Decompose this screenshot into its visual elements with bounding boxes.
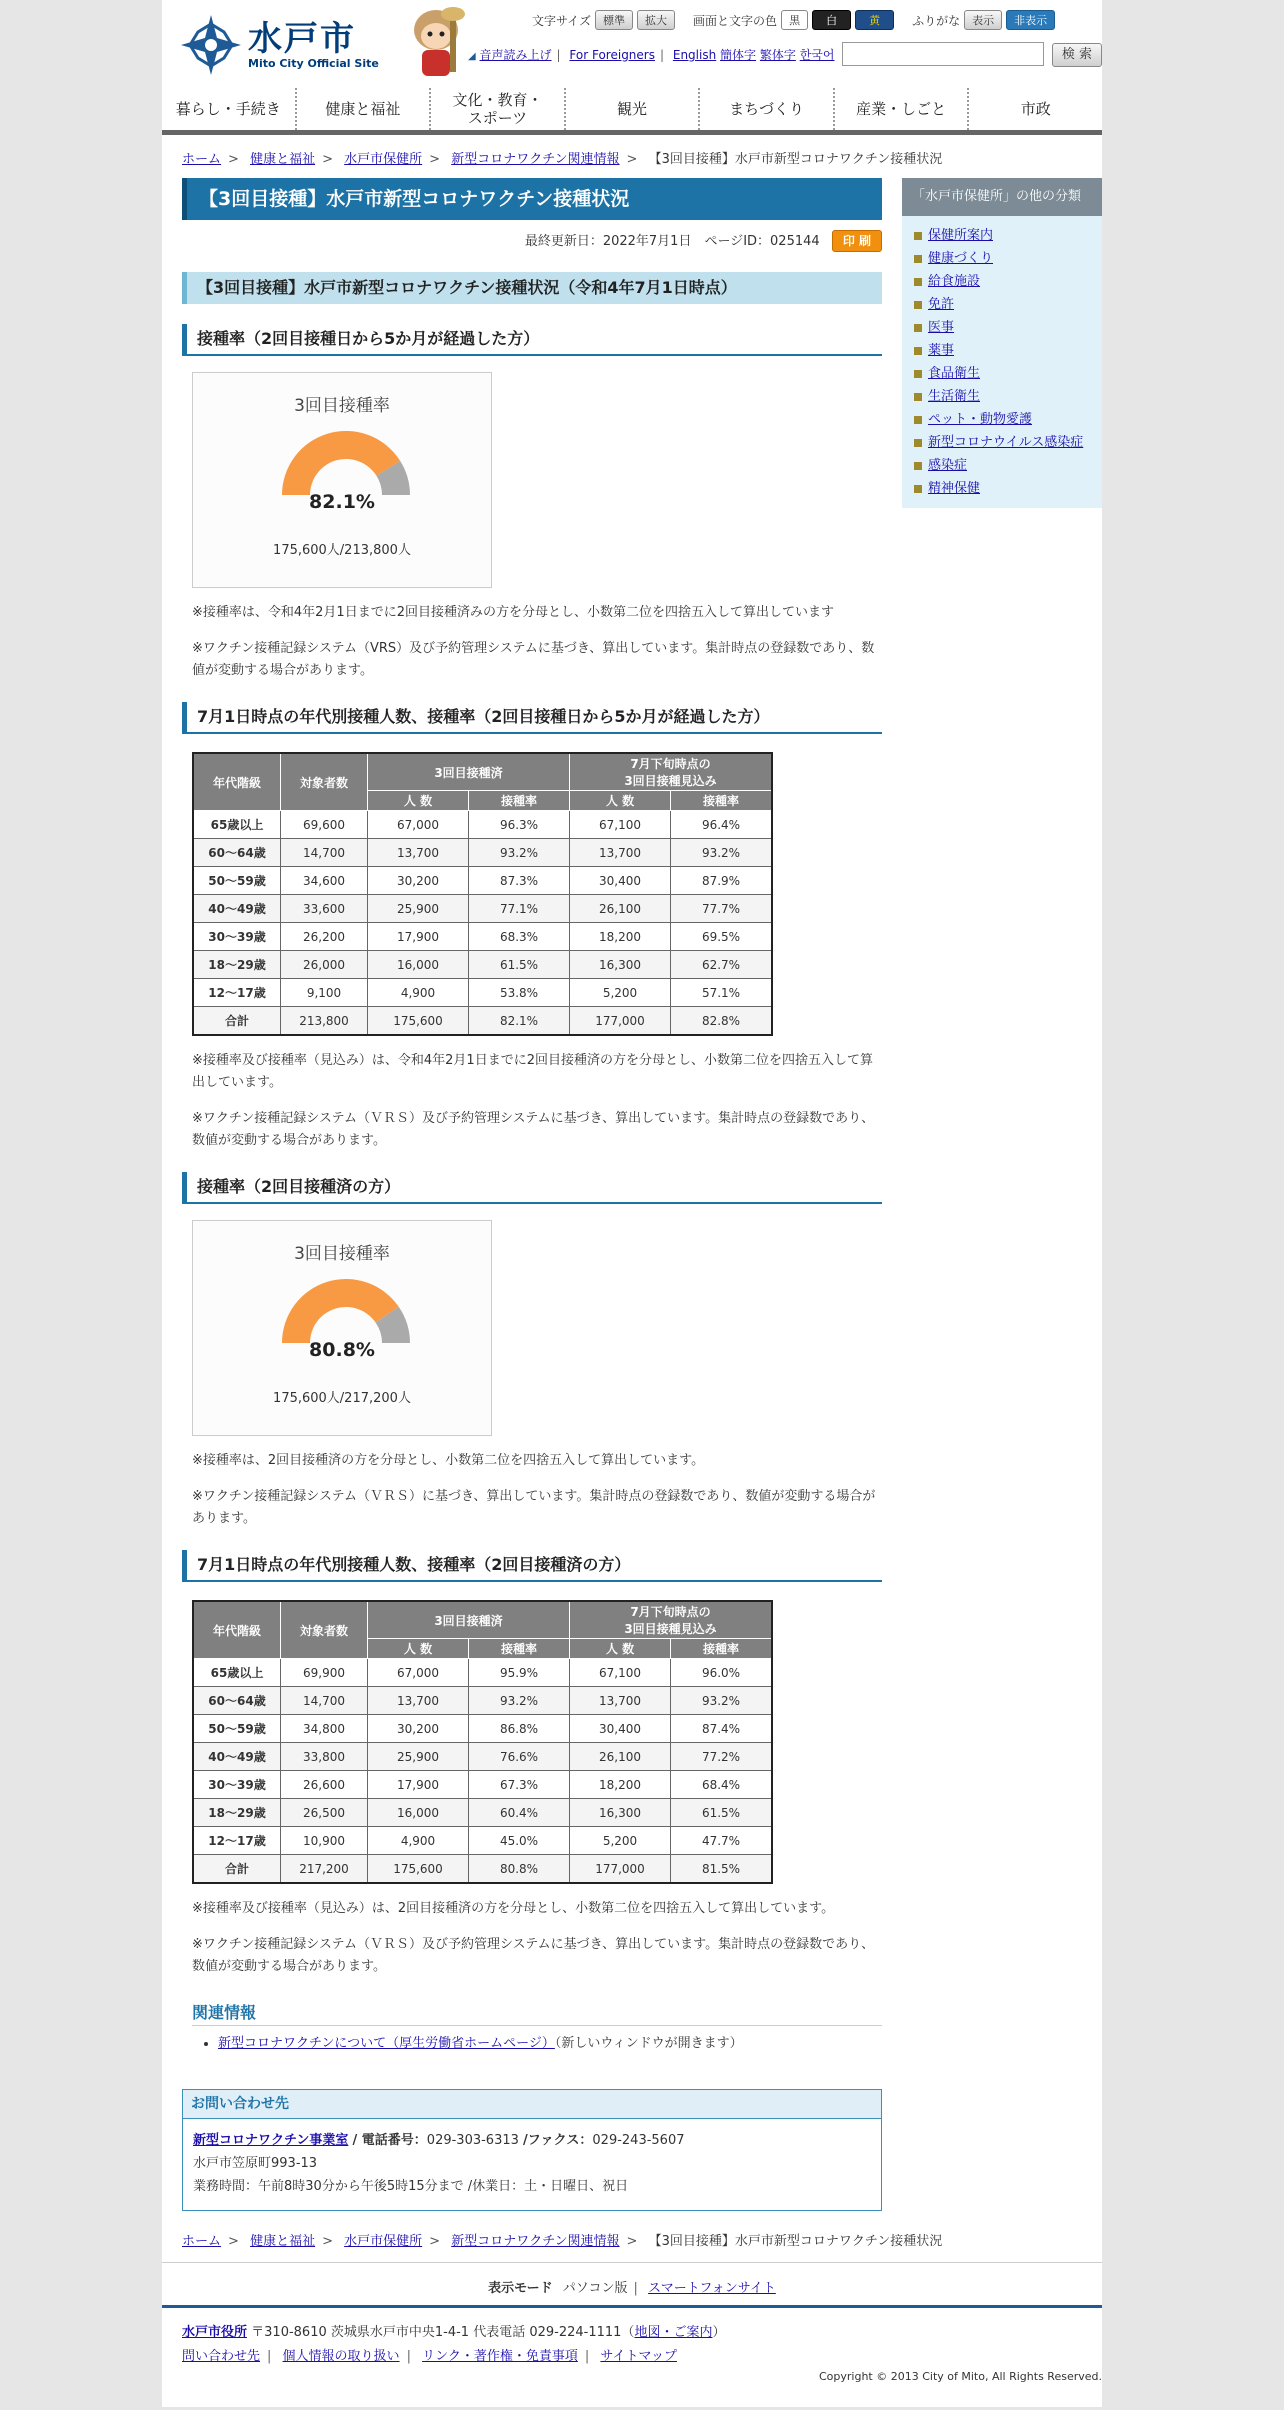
office-address: 〒310-8610 茨城県水戸市中央1-4-1 代表電話 029-224-1111（ [251, 2325, 635, 2340]
section-title: 【3回目接種】水戸市新型コロナワクチン接種状況（令和4年7月1日時点） [182, 272, 882, 304]
logo-subtitle: Mito City Official Site [248, 56, 379, 70]
smartphone-site-link[interactable]: スマートフォンサイト [648, 2281, 776, 2296]
note-text: ※接種率は、令和4年2月1日までに2回目接種済みの方を分母とし、小数第二位を四捨五入して算出しています [192, 605, 834, 620]
table-row [193, 811, 772, 839]
table-cell: 93.2% [671, 839, 773, 867]
gauge-count: 175,600人/213,800人 [273, 543, 411, 558]
table-cell: 60～64歳 [193, 1687, 281, 1715]
sidebar-heading: 「水戸市保健所」の他の分類 [902, 178, 1102, 216]
col-forecast-people: 人 数 [570, 1639, 671, 1659]
table-cell: 177,000 [570, 1007, 671, 1036]
table-cell: 57.1% [671, 979, 773, 1007]
footer-privacy-link[interactable]: 個人情報の取り扱い [282, 2349, 400, 2364]
table-row [193, 1855, 772, 1884]
english-link[interactable]: English [672, 48, 717, 62]
sidebar-item [914, 270, 1102, 293]
note-text: ※接種率は、2回目接種済の方を分母とし、小数第二位を四捨五入して算出しています。 [192, 1453, 705, 1468]
table-cell: 96.4% [671, 811, 773, 839]
sidebar-item [914, 454, 1102, 477]
note-text: ※ワクチン接種記録システム（ＶＲＳ）に基づき、算出しています。集計時点の登録数であり、数値が変動する場合があります。 [192, 1489, 876, 1526]
table-cell: 30,400 [570, 1715, 671, 1743]
table-row [193, 979, 772, 1007]
sidebar-link[interactable]: 保健所案内 [928, 228, 994, 243]
note-text: ※ワクチン接種記録システム（ＶＲＳ）及び予約管理システムに基づき、算出しています。集計時点の登録数であり、数値が変動する場合があります。 [192, 1937, 875, 1974]
note-text: ※接種率及び接種率（見込み）は、2回目接種済の方を分母とし、小数第二位を四捨五入して算出しています。 [192, 1901, 835, 1916]
table-cell: 25,900 [368, 1743, 469, 1771]
mito-star-emblem-icon [180, 14, 242, 76]
table-cell: 50～59歳 [193, 867, 281, 895]
table-cell: 13,700 [570, 839, 671, 867]
table-cell: 77.2% [671, 1743, 773, 1771]
table-row [193, 867, 772, 895]
furigana-show-button[interactable]: 表示 [964, 10, 1002, 30]
nav-item-industry[interactable]: 産業・しごと [835, 88, 970, 130]
table-cell: 34,600 [281, 867, 368, 895]
vaccination-rate-gauge [192, 372, 492, 588]
table-cell: 26,200 [281, 923, 368, 951]
table-cell: 60.4% [469, 1799, 570, 1827]
breadcrumb-health-center[interactable]: 水戸市保健所 [344, 152, 423, 167]
sidebar-item [914, 247, 1102, 270]
sidebar-item [914, 362, 1102, 385]
vaccination-rate-gauge [192, 1220, 492, 1436]
footer-contact-link[interactable]: 問い合わせ先 [182, 2349, 261, 2364]
nav-item-health[interactable]: 健康と福祉 [297, 88, 432, 130]
traditional-chinese-link[interactable]: 繁体字 [759, 48, 796, 62]
sidebar-list [902, 216, 1102, 508]
site-footer: 水戸市役所 〒310-8610 茨城県水戸市中央1-4-1 代表電話 029-224-1111（地図・ご案内） 問い合わせ先 | 個人情報の取り扱い | リンク・著作権・免責事項 | サイトマップ Copyright © 2013 City of Mito, All Rights Reserved. [162, 2305, 1102, 2410]
sidebar-link[interactable]: 感染症 [928, 458, 968, 473]
sidebar-item [914, 431, 1102, 454]
font-standard-button[interactable]: 標準 [595, 10, 633, 30]
section-heading: 接種率（2回目接種済の方） [182, 1172, 882, 1204]
page-meta [182, 230, 882, 250]
table-cell: 16,000 [368, 951, 469, 979]
table-cell: 33,800 [281, 1743, 368, 1771]
col-age: 年代階級 [193, 1601, 281, 1659]
list-item [218, 2032, 882, 2051]
logo-title: 水戸市 [248, 18, 356, 59]
sidebar-item [914, 477, 1102, 500]
col-forecast-line2: 3回目接種見込み [624, 1622, 717, 1636]
sidebar-link[interactable]: 薬事 [928, 343, 955, 358]
table-cell: 69,900 [281, 1659, 368, 1687]
fax-label: ファクス： [527, 2133, 593, 2148]
language-links: ◢ 音声読み上げ | For Foreigners | English 簡体字 繁体字 한국어 [468, 48, 835, 62]
breadcrumb-home[interactable]: ホーム [182, 152, 222, 167]
col-done: 3回目接種済 [368, 1601, 570, 1639]
table-cell: 76.6% [469, 1743, 570, 1771]
site-logo[interactable] [180, 10, 405, 80]
table-row [193, 839, 772, 867]
city-office-link[interactable]: 水戸市役所 [182, 2325, 248, 2340]
table-cell: 67,000 [368, 1659, 469, 1687]
copyright: Copyright © 2013 City of Mito, All Rights Reserved. [819, 2370, 1102, 2383]
table-cell: 69,600 [281, 811, 368, 839]
col-target: 対象者数 [281, 1601, 368, 1659]
table-row [193, 1771, 772, 1799]
table-cell: 18～29歳 [193, 1799, 281, 1827]
sidebar-link[interactable]: 給食施設 [928, 274, 981, 289]
table-cell: 87.3% [469, 867, 570, 895]
section-heading: 7月1日時点の年代別接種人数、接種率（2回目接種済の方） [182, 1550, 882, 1582]
sidebar-item [914, 339, 1102, 362]
note-text: ※ワクチン接種記録システム（ＶＲＳ）及び予約管理システムに基づき、算出しています。集計時点の登録数であり、数値が変動する場合があります。 [192, 1111, 875, 1148]
sidebar-item [914, 293, 1102, 316]
nav-item-tourism[interactable]: 観光 [566, 88, 701, 130]
sidebar-link[interactable]: 健康づくり [928, 251, 994, 266]
table-cell: 217,200 [281, 1855, 368, 1884]
mascot-icon [406, 6, 472, 82]
breadcrumb-health[interactable]: 健康と福祉 [250, 152, 316, 167]
table-row [193, 1799, 772, 1827]
sidebar-link[interactable]: 食品衛生 [928, 366, 981, 381]
sidebar-link[interactable]: ペット・動物愛護 [928, 412, 1033, 427]
table-cell: 177,000 [570, 1855, 671, 1884]
table-cell: 68.4% [671, 1771, 773, 1799]
footer-sitemap-link[interactable]: サイトマップ [600, 2349, 677, 2364]
table-cell: 26,500 [281, 1799, 368, 1827]
new-window-note: （新しいウィンドウが開きます） [554, 2036, 743, 2051]
map-link[interactable]: 地図・ご案内 [634, 2325, 713, 2340]
col-done-rate: 接種率 [469, 1639, 570, 1659]
table-cell: 69.5% [671, 923, 773, 951]
table-row [193, 951, 772, 979]
table-cell: 87.9% [671, 867, 773, 895]
table-cell: 30～39歳 [193, 1771, 281, 1799]
print-button[interactable]: 印 刷 [832, 230, 882, 252]
table-cell: 4,900 [368, 979, 469, 1007]
sidebar-item [914, 316, 1102, 339]
breadcrumb-vaccine-info[interactable]: 新型コロナワクチン関連情報 [451, 2234, 620, 2249]
table-row [193, 1687, 772, 1715]
for-foreigners-link[interactable]: For Foreigners [569, 48, 655, 62]
gauge-percentage: 82.1% [309, 491, 375, 513]
note-text: ※ワクチン接種記録システム（VRS）及び予約管理システムに基づき、算出しています。集計時点の登録数であり、数値が変動する場合があります。 [192, 641, 875, 678]
color-white-button[interactable]: 白 [812, 10, 851, 30]
search-input[interactable] [842, 42, 1044, 66]
table-cell: 93.2% [469, 1687, 570, 1715]
table-row [193, 923, 772, 951]
contact-hours: 業務時間：午前8時30分から午後5時15分まで /休業日：土・日曜日、祝日 [193, 2179, 629, 2194]
table-cell: 合計 [193, 1007, 281, 1036]
breadcrumb-health[interactable]: 健康と福祉 [250, 2234, 316, 2249]
table-cell: 26,100 [570, 1743, 671, 1771]
table-cell: 175,600 [368, 1007, 469, 1036]
page [162, 0, 1102, 2407]
tel-number: 029-303-6313 [426, 2133, 519, 2148]
col-forecast-rate: 接種率 [671, 1639, 773, 1659]
table-cell: 47.7% [671, 1827, 773, 1855]
section-heading: 接種率（2回目接種日から5か月が経過した方） [182, 324, 882, 356]
accessibility-controls [532, 10, 1055, 30]
table-cell: 26,600 [281, 1771, 368, 1799]
sidebar [902, 178, 1102, 508]
display-mode-label: 表示モード [488, 2281, 553, 2296]
table-cell: 62.7% [671, 951, 773, 979]
table-cell: 30～39歳 [193, 923, 281, 951]
related-info-heading: 関連情報 [192, 2000, 882, 2026]
table-cell: 18～29歳 [193, 951, 281, 979]
table-cell: 87.4% [671, 1715, 773, 1743]
font-large-button[interactable]: 拡大 [637, 10, 675, 30]
simplified-chinese-link[interactable]: 簡体字 [720, 48, 757, 62]
breadcrumb-home[interactable]: ホーム [182, 2234, 222, 2249]
updated-date: 最終更新日：2022年7月1日 ページID：025144 [524, 234, 820, 249]
table-cell: 40～49歳 [193, 895, 281, 923]
table-cell: 77.1% [469, 895, 570, 923]
table-cell: 16,300 [570, 951, 671, 979]
table-cell: 18,200 [570, 923, 671, 951]
table-cell: 213,800 [281, 1007, 368, 1036]
korean-link[interactable]: 한국어 [799, 48, 835, 62]
contact-address: 水戸市笠原町993-13 [193, 2156, 318, 2171]
gauge-title: 3回目接種率 [294, 1244, 390, 1264]
table-cell: 93.2% [671, 1687, 773, 1715]
table-cell: 86.8% [469, 1715, 570, 1743]
table-cell: 65歳以上 [193, 811, 281, 839]
table-cell: 82.8% [671, 1007, 773, 1036]
table-cell: 61.5% [469, 951, 570, 979]
table-row [193, 1743, 772, 1771]
table-cell: 合計 [193, 1855, 281, 1884]
table-cell: 40～49歳 [193, 1743, 281, 1771]
breadcrumb-vaccine-info[interactable]: 新型コロナワクチン関連情報 [451, 152, 620, 167]
tel-label: 電話番号： [361, 2133, 427, 2148]
table-cell: 30,200 [368, 867, 469, 895]
nav-item-town[interactable]: まちづくり [700, 88, 835, 130]
table-cell: 12～17歳 [193, 1827, 281, 1855]
table-cell: 50～59歳 [193, 1715, 281, 1743]
font-size-label: 文字サイズ [532, 13, 592, 28]
table-cell: 82.1% [469, 1007, 570, 1036]
table-cell: 77.7% [671, 895, 773, 923]
sidebar-item [914, 408, 1102, 431]
sidebar-link[interactable]: 精神保健 [928, 481, 981, 496]
contact-box: お問い合わせ先 新型コロナワクチン事業室 / 電話番号：029-303-6313 /ファクス：029-243-5607 水戸市笠原町993-13 業務時間：午前8時30分から午後5時15分まで /休業日：土・日曜日、祝日 [182, 2089, 882, 2211]
contact-dept-link[interactable]: 新型コロナワクチン事業室 [193, 2133, 349, 2148]
table-cell: 17,900 [368, 1771, 469, 1799]
sidebar-link[interactable]: 生活衛生 [928, 389, 981, 404]
col-target: 対象者数 [281, 753, 368, 811]
table-cell: 96.3% [469, 811, 570, 839]
breadcrumb-current: 【3回目接種】水戸市新型コロナワクチン接種状況 [648, 2234, 943, 2249]
section-heading: 7月1日時点の年代別接種人数、接種率（2回目接種日から5か月が経過した方） [182, 702, 882, 734]
table-cell: 16,000 [368, 1799, 469, 1827]
sidebar-link[interactable]: 免許 [928, 297, 955, 312]
breadcrumb: ホーム > 健康と福祉 > 水戸市保健所 > 新型コロナワクチン関連情報 > 【3回目接種】水戸市新型コロナワクチン接種状況 [182, 152, 943, 167]
table-cell: 96.0% [671, 1659, 773, 1687]
address-end: ） [712, 2325, 726, 2340]
color-yellow-button[interactable]: 黄 [855, 10, 894, 30]
table-cell: 80.8% [469, 1855, 570, 1884]
site-header [162, 0, 1102, 88]
col-forecast [570, 1601, 773, 1639]
voice-read-link[interactable]: 音声読み上げ [479, 48, 552, 62]
nav-item-culture[interactable]: 文化・教育・ スポーツ [431, 88, 566, 130]
col-done-people: 人 数 [368, 1639, 469, 1659]
table-row [193, 1007, 772, 1036]
page-title: 【3回目接種】水戸市新型コロナワクチン接種状況 [182, 178, 882, 220]
color-label: 画面と文字の色 [693, 13, 778, 28]
col-forecast-line2: 3回目接種見込み [624, 774, 717, 788]
table-cell: 93.2% [469, 839, 570, 867]
table-cell: 53.8% [469, 979, 570, 1007]
mode-pc: パソコン版 [562, 2281, 628, 2296]
nav-item-living[interactable]: 暮らし・手続き [162, 88, 297, 130]
table-row [193, 1827, 772, 1855]
sidebar-item [914, 385, 1102, 408]
vaccination-table [192, 752, 773, 1036]
table-cell: 16,300 [570, 1799, 671, 1827]
main-content [182, 178, 882, 2211]
table-cell: 175,600 [368, 1855, 469, 1884]
table-cell: 10,900 [281, 1827, 368, 1855]
furigana-hide-button[interactable]: 非表示 [1006, 10, 1055, 30]
breadcrumb-health-center[interactable]: 水戸市保健所 [344, 2234, 423, 2249]
table-cell: 95.9% [469, 1659, 570, 1687]
sidebar-item [914, 224, 1102, 247]
table-cell: 25,900 [368, 895, 469, 923]
col-forecast-people: 人 数 [570, 791, 671, 811]
sidebar-link[interactable]: 医事 [928, 320, 955, 335]
table-cell: 30,400 [570, 867, 671, 895]
footer-copyright-link[interactable]: リンク・著作権・免責事項 [422, 2349, 578, 2364]
table-cell: 45.0% [469, 1827, 570, 1855]
table-cell: 17,900 [368, 923, 469, 951]
col-forecast-line1: 7月下旬時点の [630, 757, 711, 771]
global-nav [162, 88, 1102, 135]
table-row [193, 1659, 772, 1687]
related-info-list [192, 2032, 882, 2051]
table-cell: 26,000 [281, 951, 368, 979]
col-forecast-line1: 7月下旬時点の [630, 1605, 711, 1619]
col-age: 年代階級 [193, 753, 281, 811]
contact-heading: お問い合わせ先 [183, 2090, 881, 2119]
table-cell: 67,100 [570, 1659, 671, 1687]
table-cell: 5,200 [570, 979, 671, 1007]
table-cell: 67,000 [368, 811, 469, 839]
display-mode: 表示モード パソコン版 | スマートフォンサイト [162, 2262, 1102, 2296]
col-done: 3回目接種済 [368, 753, 570, 791]
table-cell: 5,200 [570, 1827, 671, 1855]
table-cell: 33,600 [281, 895, 368, 923]
gauge-title: 3回目接種率 [294, 396, 390, 416]
table-cell: 30,200 [368, 1715, 469, 1743]
table-cell: 13,700 [368, 1687, 469, 1715]
table-cell: 81.5% [671, 1855, 773, 1884]
table-cell: 14,700 [281, 839, 368, 867]
vaccination-table [192, 1600, 773, 1884]
table-cell: 18,200 [570, 1771, 671, 1799]
table-cell: 26,100 [570, 895, 671, 923]
table-cell: 67.3% [469, 1771, 570, 1799]
table-cell: 4,900 [368, 1827, 469, 1855]
col-done-people: 人 数 [368, 791, 469, 811]
table-cell: 12～17歳 [193, 979, 281, 1007]
table-cell: 9,100 [281, 979, 368, 1007]
table-row [193, 895, 772, 923]
fax-number: 029-243-5607 [592, 2133, 685, 2148]
note-text: ※接種率及び接種率（見込み）は、令和4年2月1日までに2回目接種済の方を分母とし、小数第二位を四捨五入して算出しています。 [192, 1053, 873, 1090]
gauge-percentage: 80.8% [309, 1339, 375, 1361]
table-cell: 68.3% [469, 923, 570, 951]
col-done-rate: 接種率 [469, 791, 570, 811]
table-cell: 13,700 [368, 839, 469, 867]
table-cell: 14,700 [281, 1687, 368, 1715]
nav-item-city-admin[interactable]: 市政 [1020, 100, 1051, 118]
furigana-label: ふりがな [912, 13, 961, 28]
table-row [193, 1715, 772, 1743]
gauge-count: 175,600人/217,200人 [273, 1391, 411, 1406]
breadcrumb-current: 【3回目接種】水戸市新型コロナワクチン接種状況 [648, 152, 943, 167]
search-button[interactable]: 検 索 [1052, 43, 1102, 67]
speaker-icon: ◢ [468, 51, 476, 62]
table-cell: 61.5% [671, 1799, 773, 1827]
color-black-button[interactable]: 黒 [781, 10, 808, 30]
table-cell: 60～64歳 [193, 839, 281, 867]
table-cell: 65歳以上 [193, 1659, 281, 1687]
table-cell: 34,800 [281, 1715, 368, 1743]
col-forecast-rate: 接種率 [671, 791, 773, 811]
table-cell: 13,700 [570, 1687, 671, 1715]
sidebar-link[interactable]: 新型コロナウイルス感染症 [928, 435, 1084, 450]
col-forecast [570, 753, 773, 791]
table-cell: 67,100 [570, 811, 671, 839]
breadcrumb-bottom: ホーム > 健康と福祉 > 水戸市保健所 > 新型コロナワクチン関連情報 > 【3回目接種】水戸市新型コロナワクチン接種状況 [182, 2234, 943, 2249]
mhlw-vaccine-link[interactable]: 新型コロナワクチンについて（厚生労働省ホームページ） [218, 2036, 555, 2051]
